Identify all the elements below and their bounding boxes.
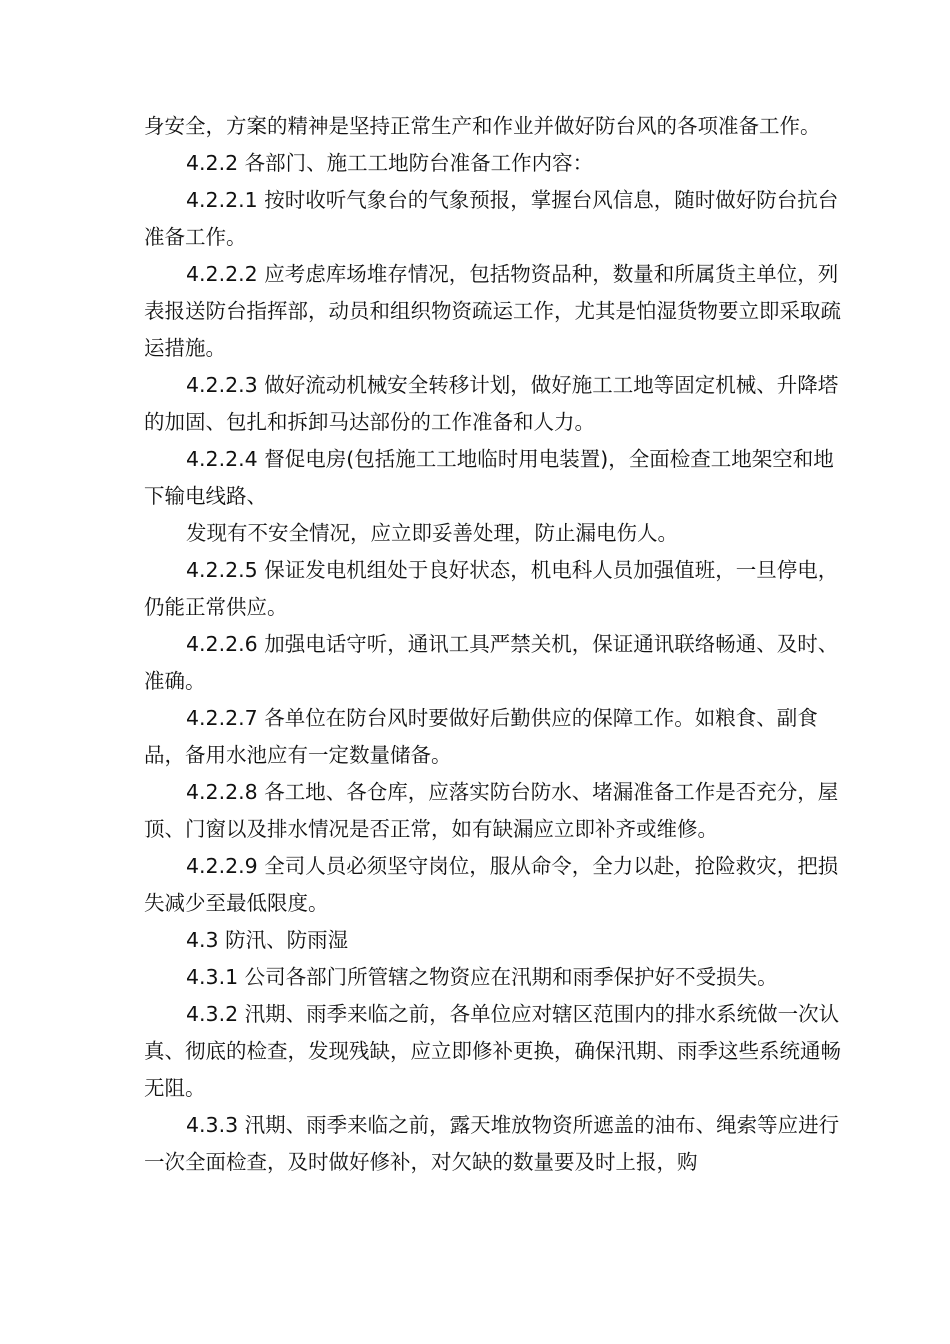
paragraph: 4.2.2.5 保证发电机组处于良好状态，机电科人员加强值班，一旦停电，仍能正常供应。 <box>144 558 839 619</box>
paragraph: 发现有不安全情况，应立即妥善处理，防止漏电伤人。 <box>186 521 678 545</box>
paragraph: 身安全，方案的精神是坚持正常生产和作业并做好防台风的各项准备工作。 <box>144 114 821 138</box>
paragraph: 4.2.2.8 各工地、各仓库，应落实防台防水、堵漏准备工作是否充分，屋顶、门窗以及排水情况是否正常，如有缺漏应立即补齐或维修。 <box>144 780 839 841</box>
paragraph: 4.2.2 各部门、施工工地防台准备工作内容： <box>186 151 594 175</box>
paragraph: 4.2.2.4 督促电房(包括施工工地临时用电装置)，全面检查工地架空和地下输电线路、 <box>144 447 834 508</box>
paragraph: 4.3.1 公司各部门所管辖之物资应在汛期和雨季保护好不受损失。 <box>186 965 778 989</box>
paragraph: 4.2.2.6 加强电话守听，通讯工具严禁关机，保证通讯联络畅通、及时、准确。 <box>144 632 839 693</box>
section-heading: 4.3 防汛、防雨湿 <box>186 928 349 952</box>
paragraph: 4.2.2.9 全司人员必须坚守岗位，服从命令，全力以赴，抢险救灾，把损失减少至最低限度。 <box>144 854 839 915</box>
paragraph: 4.2.2.1 按时收听气象台的气象预报，掌握台风信息，随时做好防台抗台准备工作。 <box>144 188 839 249</box>
paragraph: 4.3.3 汛期、雨季来临之前，露天堆放物资所遮盖的油布、绳索等应进行一次全面检查，及时做好修补，对欠缺的数量要及时上报，购 <box>144 1113 840 1174</box>
paragraph: 4.3.2 汛期、雨季来临之前，各单位应对辖区范围内的排水系统做一次认真、彻底的检查，发现残缺，应立即修补更换，确保汛期、雨季这些系统通畅无阻。 <box>144 1002 841 1100</box>
paragraph: 4.2.2.7 各单位在防台风时要做好后勤供应的保障工作。如粮食、副食品，备用水池应有一定数量储备。 <box>144 706 818 767</box>
paragraph: 4.2.2.3 做好流动机械安全转移计划，做好施工工地等固定机械、升降塔的加固、包扎和拆卸马达部份的工作准备和人力。 <box>144 373 839 434</box>
paragraph: 4.2.2.2 应考虑库场堆存情况，包括物资品种，数量和所属货主单位，列表报送防台指挥部，动员和组织物资疏运工作，尤其是怕湿货物要立即采取疏运措施。 <box>144 262 841 360</box>
document-body <box>144 108 844 1181</box>
